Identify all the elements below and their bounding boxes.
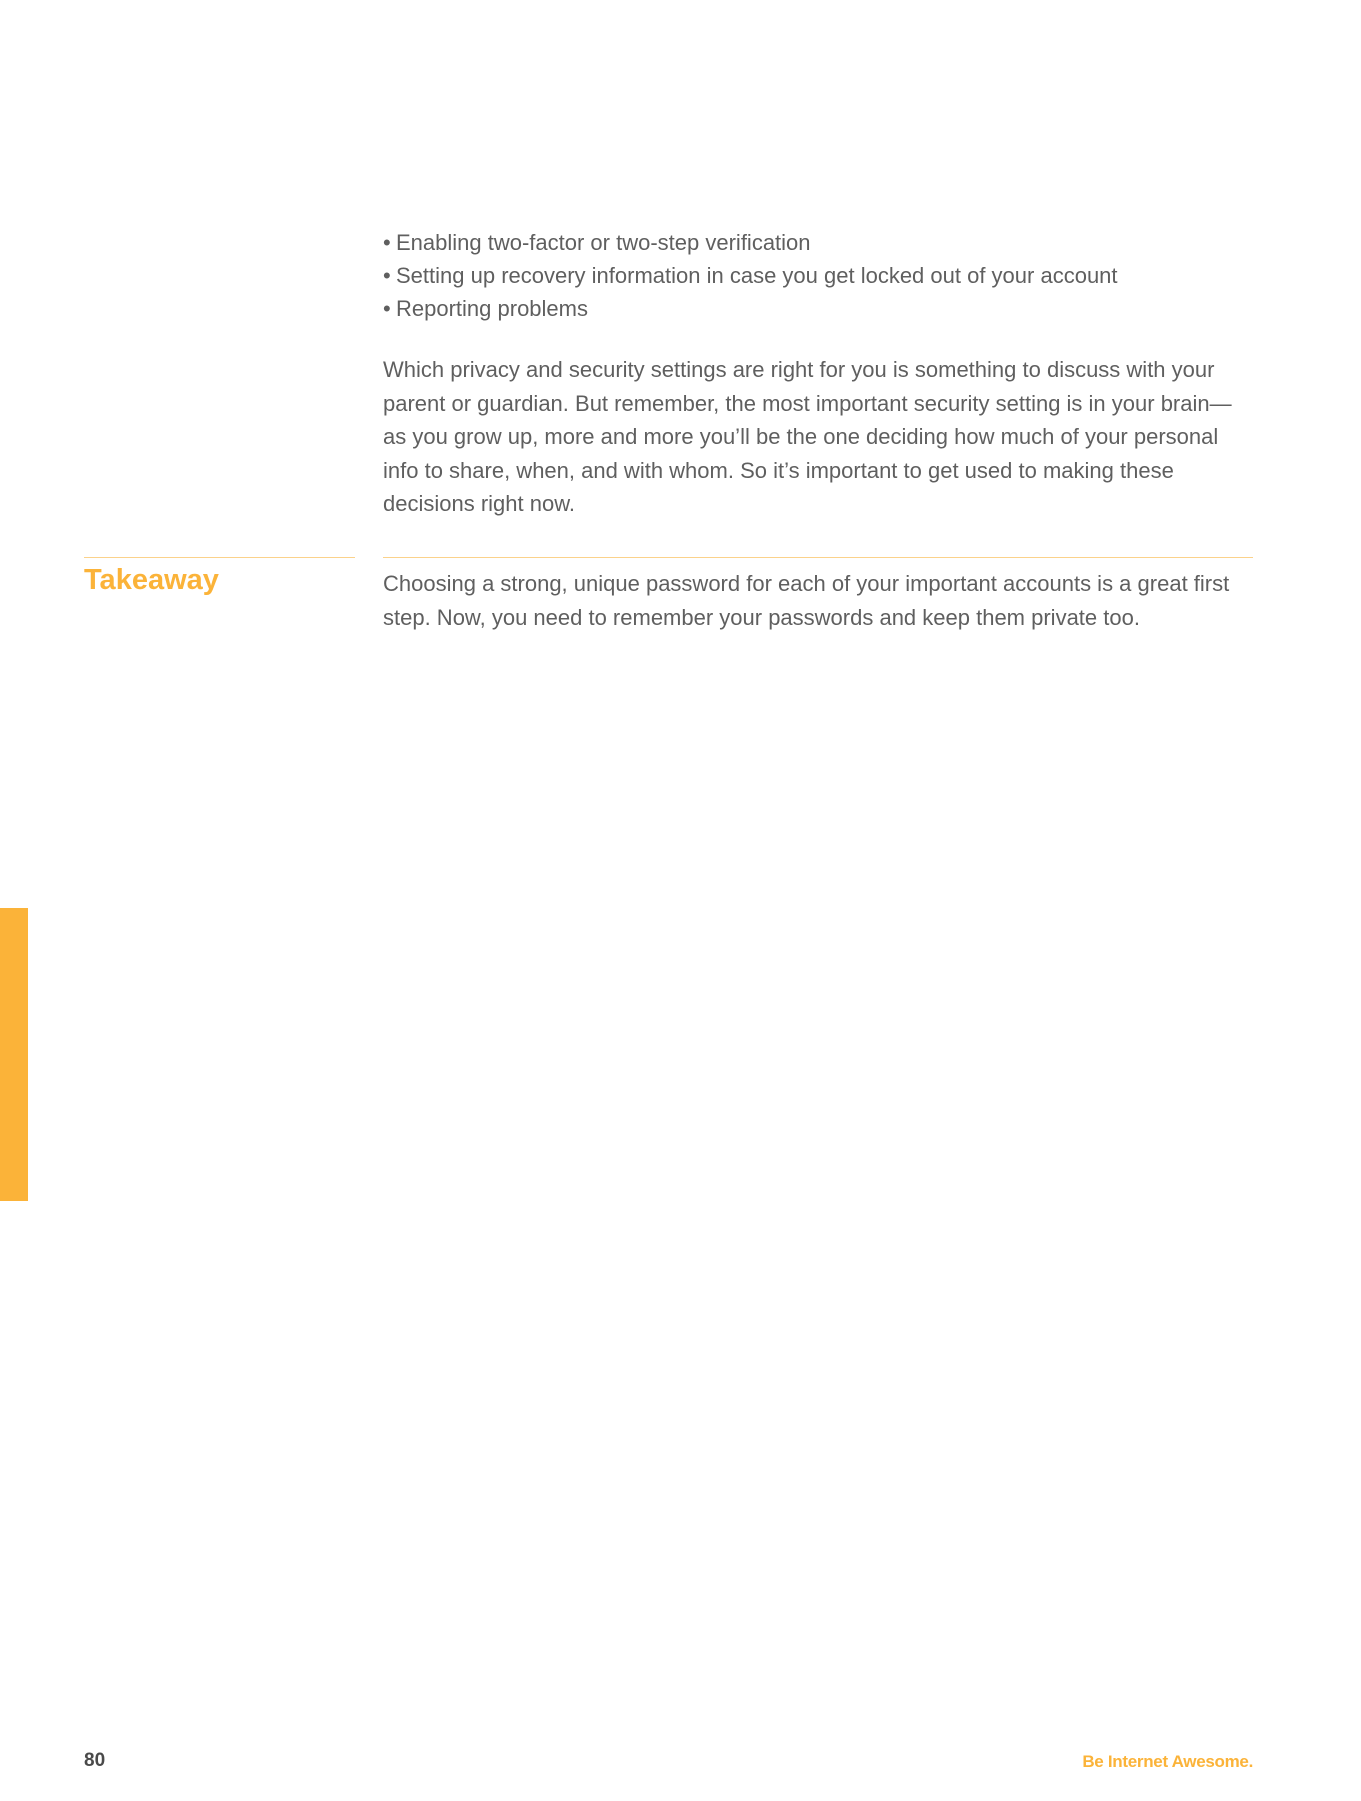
takeaway-text: Choosing a strong, unique password for each of your important accounts is a great first step. Now, you need to remember your passwords and keep them private too. xyxy=(383,571,1230,630)
bullet-symbol: • xyxy=(383,230,391,255)
takeaway-heading: Takeaway xyxy=(84,564,219,596)
list-item xyxy=(383,259,1253,292)
brand-logo-text: Be Internet Awesome. xyxy=(1082,1752,1253,1771)
bullet-symbol: • xyxy=(383,263,391,288)
bullet-text: Enabling two-factor or two-step verification xyxy=(396,230,811,255)
bullet-text: Setting up recovery information in case you get locked out of your account xyxy=(396,263,1118,288)
list-item xyxy=(383,292,1253,325)
takeaway-divider-left xyxy=(84,557,355,558)
bullet-symbol: • xyxy=(383,296,391,321)
list-item xyxy=(383,226,1253,259)
bullet-list xyxy=(383,226,1253,325)
takeaway-divider-right xyxy=(383,557,1253,558)
chapter-side-tab xyxy=(0,908,28,1201)
body-paragraph: Which privacy and security settings are right for you is something to discuss with your parent or guardian. But remember, the most important security setting is in your brain—as you grow up, more and more you’ll be the one deciding how much of your personal info to share, when, and with whom. So it’s important to get used to making these decisions right now. xyxy=(383,357,1232,516)
page-number: 80 xyxy=(84,1750,106,1771)
bullet-text: Reporting problems xyxy=(396,296,588,321)
